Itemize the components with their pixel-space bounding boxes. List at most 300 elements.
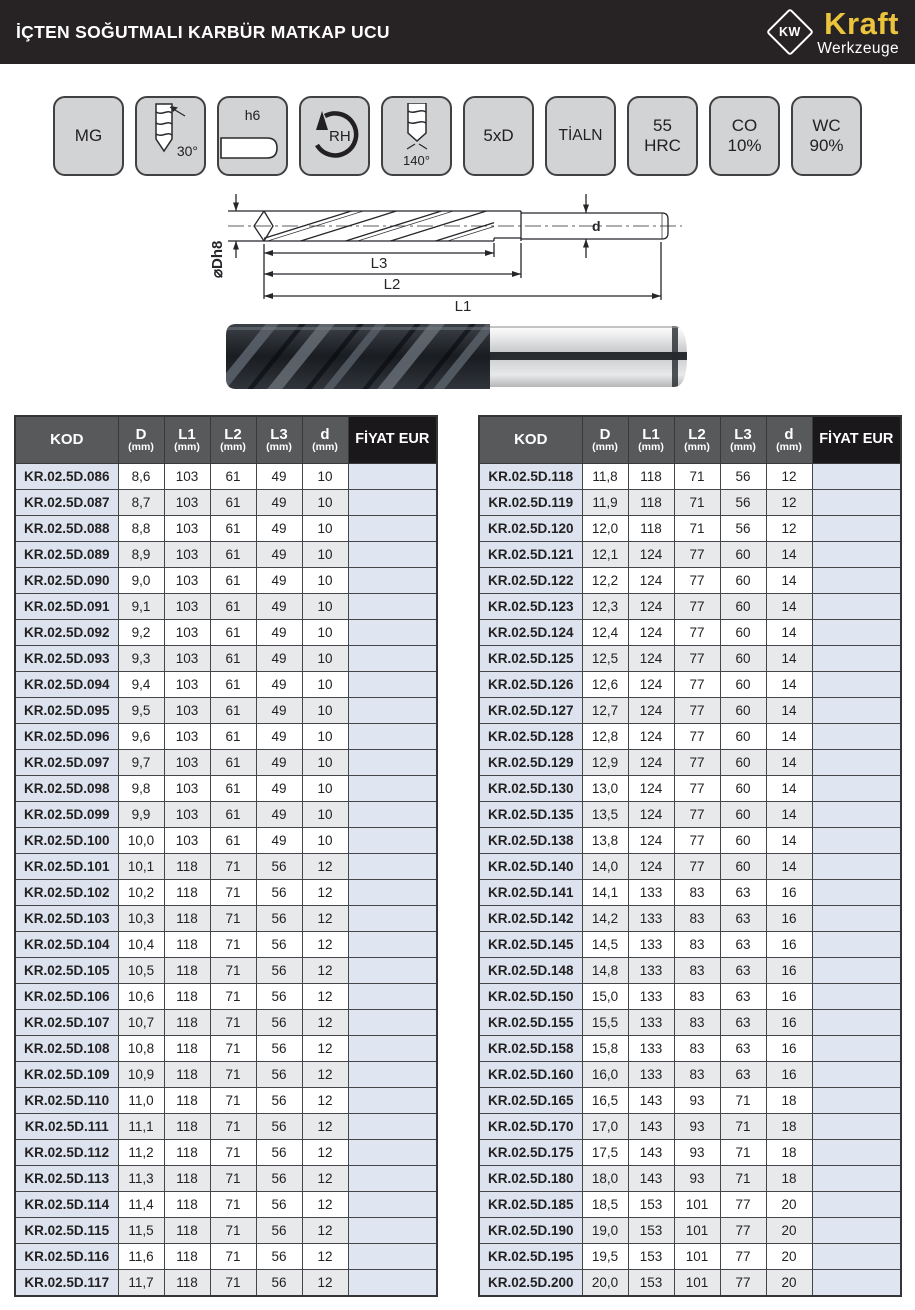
value-cell: 49 (256, 620, 302, 646)
value-cell: 77 (674, 594, 720, 620)
value-cell: 10,5 (118, 958, 164, 984)
table-row (479, 568, 901, 594)
value-cell: 103 (164, 620, 210, 646)
price-cell (348, 1140, 437, 1166)
kod-cell: KR.02.5D.165 (479, 1088, 582, 1114)
kod-cell: KR.02.5D.095 (15, 698, 118, 724)
kod-cell: KR.02.5D.141 (479, 880, 582, 906)
price-cell (812, 1192, 901, 1218)
value-cell: 63 (720, 1010, 766, 1036)
badge-point-angle (381, 96, 452, 176)
value-cell: 71 (720, 1140, 766, 1166)
value-cell: 12 (302, 1166, 348, 1192)
value-cell: 143 (628, 1166, 674, 1192)
value-cell: 12,3 (582, 594, 628, 620)
value-cell: 124 (628, 828, 674, 854)
value-cell: 14,8 (582, 958, 628, 984)
table-row (479, 542, 901, 568)
kod-cell: KR.02.5D.116 (15, 1244, 118, 1270)
kod-cell: KR.02.5D.102 (15, 880, 118, 906)
value-cell: 153 (628, 1218, 674, 1244)
value-cell: 13,5 (582, 802, 628, 828)
value-cell: 60 (720, 542, 766, 568)
value-cell: 14 (766, 750, 812, 776)
value-cell: 60 (720, 620, 766, 646)
value-cell: 60 (720, 724, 766, 750)
value-cell: 56 (256, 1218, 302, 1244)
value-cell: 83 (674, 1036, 720, 1062)
price-cell (812, 1166, 901, 1192)
value-cell: 71 (210, 1036, 256, 1062)
value-cell: 13,0 (582, 776, 628, 802)
badge-coating-tialn (545, 96, 616, 176)
kod-cell: KR.02.5D.086 (15, 464, 118, 490)
value-cell: 10 (302, 750, 348, 776)
value-cell: 20 (766, 1270, 812, 1297)
value-cell: 124 (628, 568, 674, 594)
price-cell (812, 646, 901, 672)
value-cell: 124 (628, 646, 674, 672)
value-cell: 14 (766, 568, 812, 594)
value-cell: 71 (210, 1192, 256, 1218)
value-cell: 20 (766, 1192, 812, 1218)
value-cell: 103 (164, 698, 210, 724)
table-row (479, 1140, 901, 1166)
value-cell: 56 (256, 1114, 302, 1140)
value-cell: 124 (628, 698, 674, 724)
badge-hardness-55hrc (627, 96, 698, 176)
table-row (15, 1114, 437, 1140)
table-row (15, 490, 437, 516)
value-cell: 133 (628, 984, 674, 1010)
kod-cell: KR.02.5D.118 (479, 464, 582, 490)
table-row (15, 1140, 437, 1166)
value-cell: 15,8 (582, 1036, 628, 1062)
price-cell (812, 1140, 901, 1166)
value-cell: 124 (628, 594, 674, 620)
value-cell: 14 (766, 620, 812, 646)
value-cell: 61 (210, 828, 256, 854)
value-cell: 19,5 (582, 1244, 628, 1270)
value-cell: 63 (720, 932, 766, 958)
value-cell: 118 (628, 490, 674, 516)
value-cell: 10 (302, 776, 348, 802)
value-cell: 9,9 (118, 802, 164, 828)
price-cell (812, 724, 901, 750)
value-cell: 103 (164, 542, 210, 568)
kod-cell: KR.02.5D.150 (479, 984, 582, 1010)
value-cell: 77 (674, 542, 720, 568)
value-cell: 11,6 (118, 1244, 164, 1270)
table-row (15, 646, 437, 672)
value-cell: 71 (210, 958, 256, 984)
value-cell: 61 (210, 698, 256, 724)
table-row (479, 906, 901, 932)
value-cell: 71 (210, 1088, 256, 1114)
table-row (479, 776, 901, 802)
value-cell: 83 (674, 880, 720, 906)
kod-cell: KR.02.5D.119 (479, 490, 582, 516)
value-cell: 118 (628, 516, 674, 542)
price-cell (812, 1062, 901, 1088)
value-cell: 19,0 (582, 1218, 628, 1244)
value-cell: 61 (210, 594, 256, 620)
value-cell: 77 (720, 1244, 766, 1270)
value-cell: 12,1 (582, 542, 628, 568)
price-cell (348, 464, 437, 490)
kod-cell: KR.02.5D.120 (479, 516, 582, 542)
price-cell (348, 750, 437, 776)
value-cell: 143 (628, 1114, 674, 1140)
value-cell: 61 (210, 542, 256, 568)
value-cell: 124 (628, 542, 674, 568)
dim-l2-label: L2 (383, 276, 401, 293)
value-cell: 10,2 (118, 880, 164, 906)
badge-label: WC 90% (809, 115, 844, 155)
value-cell: 10,4 (118, 932, 164, 958)
value-cell: 8,9 (118, 542, 164, 568)
value-cell: 56 (256, 1010, 302, 1036)
value-cell: 60 (720, 854, 766, 880)
price-cell (348, 984, 437, 1010)
price-cell (812, 1218, 901, 1244)
table-row (15, 1166, 437, 1192)
value-cell: 10 (302, 516, 348, 542)
column-header-kod: KOD (479, 416, 582, 464)
table-row (15, 750, 437, 776)
value-cell: 124 (628, 776, 674, 802)
value-cell: 71 (210, 880, 256, 906)
value-cell: 12,4 (582, 620, 628, 646)
value-cell: 103 (164, 750, 210, 776)
value-cell: 49 (256, 750, 302, 776)
value-cell: 71 (210, 1062, 256, 1088)
price-cell (348, 516, 437, 542)
value-cell: 49 (256, 568, 302, 594)
column-header-d: D (mm) (118, 416, 164, 464)
value-cell: 14 (766, 672, 812, 698)
value-cell: 103 (164, 828, 210, 854)
table-row (15, 568, 437, 594)
kod-cell: KR.02.5D.106 (15, 984, 118, 1010)
value-cell: 118 (164, 1036, 210, 1062)
kod-cell: KR.02.5D.117 (15, 1270, 118, 1297)
table-row (479, 1270, 901, 1297)
value-cell: 10 (302, 490, 348, 516)
kod-cell: KR.02.5D.103 (15, 906, 118, 932)
value-cell: 12 (766, 490, 812, 516)
value-cell: 56 (256, 1192, 302, 1218)
value-cell: 9,3 (118, 646, 164, 672)
kod-cell: KR.02.5D.089 (15, 542, 118, 568)
value-cell: 17,5 (582, 1140, 628, 1166)
kod-cell: KR.02.5D.190 (479, 1218, 582, 1244)
badge-rotation-rh (299, 96, 370, 176)
price-cell (348, 776, 437, 802)
price-cell (812, 490, 901, 516)
table-header-row (479, 416, 901, 464)
value-cell: 16 (766, 880, 812, 906)
value-cell: 11,4 (118, 1192, 164, 1218)
value-cell: 14 (766, 828, 812, 854)
kod-cell: KR.02.5D.109 (15, 1062, 118, 1088)
value-cell: 56 (720, 490, 766, 516)
table-row (15, 1244, 437, 1270)
price-cell (348, 828, 437, 854)
value-cell: 12,5 (582, 646, 628, 672)
value-cell: 77 (720, 1270, 766, 1297)
table-row (479, 854, 901, 880)
table-row (15, 1270, 437, 1297)
value-cell: 103 (164, 672, 210, 698)
kod-cell: KR.02.5D.100 (15, 828, 118, 854)
kod-cell: KR.02.5D.092 (15, 620, 118, 646)
logo-kw-text: KW (779, 24, 802, 39)
badge-label: RH (329, 128, 351, 145)
value-cell: 56 (256, 854, 302, 880)
value-cell: 60 (720, 594, 766, 620)
brand-subtitle: Werkzeuge (817, 39, 899, 57)
value-cell: 12 (302, 880, 348, 906)
value-cell: 61 (210, 646, 256, 672)
value-cell: 143 (628, 1140, 674, 1166)
value-cell: 18 (766, 1140, 812, 1166)
value-cell: 118 (164, 854, 210, 880)
value-cell: 12 (766, 464, 812, 490)
value-cell: 63 (720, 1062, 766, 1088)
value-cell: 118 (628, 464, 674, 490)
table-row (479, 1010, 901, 1036)
value-cell: 10 (302, 724, 348, 750)
value-cell: 124 (628, 724, 674, 750)
value-cell: 103 (164, 490, 210, 516)
value-cell: 93 (674, 1166, 720, 1192)
table-row (15, 542, 437, 568)
value-cell: 63 (720, 958, 766, 984)
value-cell: 10,9 (118, 1062, 164, 1088)
spec-badges (53, 96, 862, 176)
value-cell: 10 (302, 568, 348, 594)
value-cell: 10,6 (118, 984, 164, 1010)
value-cell: 12 (302, 1218, 348, 1244)
value-cell: 93 (674, 1088, 720, 1114)
value-cell: 71 (210, 1114, 256, 1140)
value-cell: 133 (628, 932, 674, 958)
value-cell: 103 (164, 594, 210, 620)
value-cell: 153 (628, 1270, 674, 1297)
table-row (479, 724, 901, 750)
value-cell: 16,0 (582, 1062, 628, 1088)
value-cell: 71 (210, 1010, 256, 1036)
table-row (479, 490, 901, 516)
value-cell: 118 (164, 1218, 210, 1244)
price-cell (812, 594, 901, 620)
value-cell: 71 (720, 1166, 766, 1192)
value-cell: 12 (302, 958, 348, 984)
drill-point-angle-icon (396, 103, 438, 153)
value-cell: 60 (720, 776, 766, 802)
price-cell (348, 672, 437, 698)
value-cell: 12 (302, 1114, 348, 1140)
value-cell: 61 (210, 672, 256, 698)
value-cell: 118 (164, 1062, 210, 1088)
price-cell (812, 958, 901, 984)
kod-cell: KR.02.5D.123 (479, 594, 582, 620)
value-cell: 133 (628, 1036, 674, 1062)
kod-cell: KR.02.5D.108 (15, 1036, 118, 1062)
value-cell: 83 (674, 984, 720, 1010)
price-cell (812, 750, 901, 776)
value-cell: 103 (164, 516, 210, 542)
value-cell: 12 (302, 1244, 348, 1270)
table-row (15, 724, 437, 750)
value-cell: 9,0 (118, 568, 164, 594)
value-cell: 18 (766, 1114, 812, 1140)
kod-cell: KR.02.5D.129 (479, 750, 582, 776)
kod-cell: KR.02.5D.107 (15, 1010, 118, 1036)
price-cell (812, 932, 901, 958)
column-header-price: FİYAT EUR (348, 416, 437, 464)
value-cell: 77 (720, 1192, 766, 1218)
value-cell: 49 (256, 724, 302, 750)
price-cell (348, 802, 437, 828)
value-cell: 18,0 (582, 1166, 628, 1192)
table-row (15, 854, 437, 880)
value-cell: 20 (766, 1218, 812, 1244)
price-cell (812, 854, 901, 880)
value-cell: 18 (766, 1166, 812, 1192)
value-cell: 10 (302, 594, 348, 620)
value-cell: 49 (256, 698, 302, 724)
column-header-l2: L2 (mm) (210, 416, 256, 464)
value-cell: 14 (766, 724, 812, 750)
value-cell: 83 (674, 958, 720, 984)
badge-cobalt-10 (709, 96, 780, 176)
value-cell: 61 (210, 724, 256, 750)
value-cell: 13,8 (582, 828, 628, 854)
value-cell: 14,0 (582, 854, 628, 880)
kod-cell: KR.02.5D.127 (479, 698, 582, 724)
value-cell: 8,8 (118, 516, 164, 542)
value-cell: 118 (164, 1192, 210, 1218)
column-header-d: D (mm) (582, 416, 628, 464)
column-header-price: FİYAT EUR (812, 416, 901, 464)
value-cell: 9,8 (118, 776, 164, 802)
value-cell: 14,1 (582, 880, 628, 906)
kod-cell: KR.02.5D.158 (479, 1036, 582, 1062)
value-cell: 56 (720, 516, 766, 542)
value-cell: 61 (210, 620, 256, 646)
badge-5xd (463, 96, 534, 176)
price-cell (812, 672, 901, 698)
value-cell: 133 (628, 906, 674, 932)
value-cell: 103 (164, 464, 210, 490)
value-cell: 71 (720, 1114, 766, 1140)
value-cell: 16 (766, 1036, 812, 1062)
value-cell: 10,1 (118, 854, 164, 880)
column-header-l1: L1 (mm) (628, 416, 674, 464)
value-cell: 103 (164, 724, 210, 750)
value-cell: 118 (164, 958, 210, 984)
value-cell: 49 (256, 542, 302, 568)
value-cell: 118 (164, 1010, 210, 1036)
price-cell (812, 464, 901, 490)
price-cell (348, 542, 437, 568)
table-row (15, 1010, 437, 1036)
value-cell: 93 (674, 1140, 720, 1166)
kod-cell: KR.02.5D.130 (479, 776, 582, 802)
value-cell: 12,6 (582, 672, 628, 698)
price-cell (812, 880, 901, 906)
kod-cell: KR.02.5D.088 (15, 516, 118, 542)
value-cell: 10,0 (118, 828, 164, 854)
column-header-l2: L2 (mm) (674, 416, 720, 464)
badge-shank-h6 (217, 96, 288, 176)
value-cell: 124 (628, 802, 674, 828)
value-cell: 11,8 (582, 464, 628, 490)
value-cell: 12 (302, 1062, 348, 1088)
value-cell: 12 (302, 1140, 348, 1166)
value-cell: 83 (674, 1010, 720, 1036)
kw-diamond-icon (766, 8, 814, 56)
kod-cell: KR.02.5D.090 (15, 568, 118, 594)
table-header-row (15, 416, 437, 464)
value-cell: 18,5 (582, 1192, 628, 1218)
value-cell: 56 (720, 464, 766, 490)
table-row (479, 672, 901, 698)
kod-cell: KR.02.5D.142 (479, 906, 582, 932)
value-cell: 18 (766, 1088, 812, 1114)
value-cell: 20,0 (582, 1270, 628, 1297)
value-cell: 9,5 (118, 698, 164, 724)
value-cell: 77 (674, 620, 720, 646)
value-cell: 60 (720, 750, 766, 776)
value-cell: 124 (628, 750, 674, 776)
table-row (15, 880, 437, 906)
kod-cell: KR.02.5D.101 (15, 854, 118, 880)
kod-cell: KR.02.5D.200 (479, 1270, 582, 1297)
table-row (15, 620, 437, 646)
dim-l3-label: L3 (370, 255, 388, 272)
value-cell: 49 (256, 776, 302, 802)
badge-label: h6 (244, 107, 261, 123)
table-row (15, 932, 437, 958)
value-cell: 60 (720, 568, 766, 594)
price-cell (812, 542, 901, 568)
value-cell: 77 (674, 724, 720, 750)
value-cell: 77 (674, 698, 720, 724)
value-cell: 12,0 (582, 516, 628, 542)
value-cell: 61 (210, 776, 256, 802)
value-cell: 61 (210, 750, 256, 776)
value-cell: 118 (164, 880, 210, 906)
value-cell: 12 (302, 984, 348, 1010)
value-cell: 124 (628, 854, 674, 880)
table-row (479, 984, 901, 1010)
price-cell (348, 958, 437, 984)
value-cell: 71 (210, 1244, 256, 1270)
value-cell: 63 (720, 984, 766, 1010)
value-cell: 133 (628, 1010, 674, 1036)
table-row (15, 1218, 437, 1244)
value-cell: 103 (164, 776, 210, 802)
price-cell (348, 1166, 437, 1192)
kod-cell: KR.02.5D.160 (479, 1062, 582, 1088)
kod-cell: KR.02.5D.105 (15, 958, 118, 984)
table-row (479, 1244, 901, 1270)
value-cell: 71 (720, 1088, 766, 1114)
badge-helix-angle (135, 96, 206, 176)
